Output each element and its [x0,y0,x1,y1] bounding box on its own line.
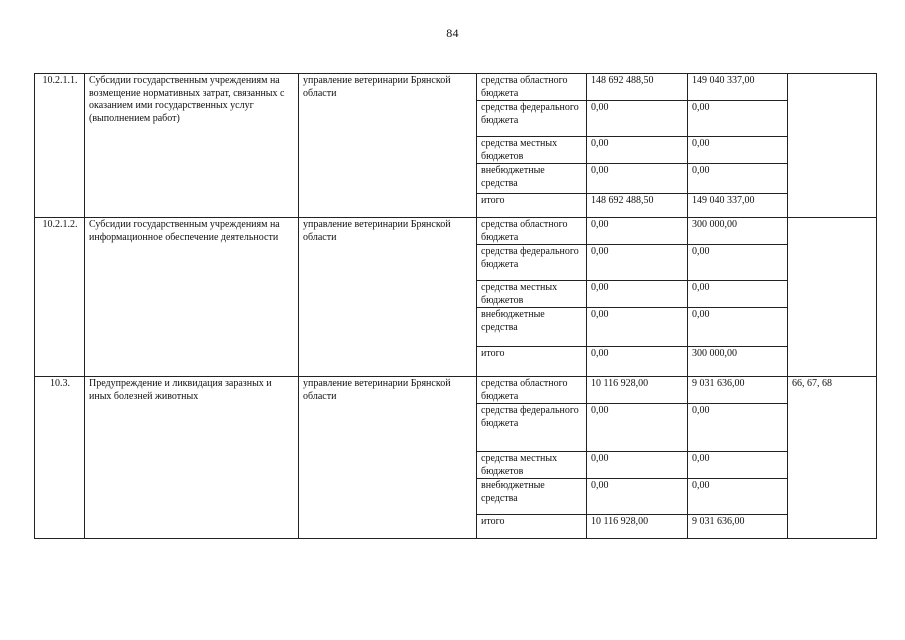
source-label: средства областного бюджета [477,74,587,101]
source-label: внебюджетные средства [477,308,587,347]
source-label: итого [477,194,587,218]
value-year-1: 148 692 488,50 [587,74,688,101]
value-year-1: 0,00 [587,245,688,281]
source-label: итого [477,515,587,539]
source-label: внебюджетные средства [477,164,587,194]
value-year-2: 0,00 [688,404,788,452]
source-label: итого [477,347,587,377]
source-label: внебюджетные средства [477,479,587,515]
value-year-2: 0,00 [688,164,788,194]
value-year-2: 0,00 [688,245,788,281]
source-label: средства федерального бюджета [477,404,587,452]
value-year-1: 0,00 [587,404,688,452]
budget-table [34,73,877,539]
value-year-1: 0,00 [587,308,688,347]
value-year-1: 148 692 488,50 [587,194,688,218]
table-row [35,74,877,101]
value-year-2: 300 000,00 [688,347,788,377]
value-year-1: 0,00 [587,452,688,479]
value-year-2: 0,00 [688,452,788,479]
value-year-1: 0,00 [587,479,688,515]
source-label: средства местных бюджетов [477,452,587,479]
value-year-2: 0,00 [688,137,788,164]
item-executor: управление ветеринарии Брянской области [299,74,477,218]
indicator-refs [788,74,877,218]
value-year-1: 10 116 928,00 [587,515,688,539]
value-year-2: 0,00 [688,308,788,347]
value-year-1: 0,00 [587,101,688,137]
source-label: средства федерального бюджета [477,101,587,137]
item-name: Субсидии государственным учреждениям на возмещение нормативных затрат, связанных с оказанием ими государственных услуг (выполнением работ) [85,74,299,218]
value-year-1: 10 116 928,00 [587,377,688,404]
table-row [35,218,877,245]
page-number: 84 [446,26,459,40]
value-year-2: 149 040 337,00 [688,194,788,218]
value-year-2: 9 031 636,00 [688,515,788,539]
item-executor: управление ветеринарии Брянской области [299,377,477,539]
source-label: средства местных бюджетов [477,137,587,164]
indicator-refs [788,218,877,377]
source-label: средства местных бюджетов [477,281,587,308]
value-year-1: 0,00 [587,281,688,308]
value-year-2: 0,00 [688,479,788,515]
item-number: 10.3. [35,377,85,539]
indicator-refs: 66, 67, 68 [788,377,877,539]
item-number: 10.2.1.2. [35,218,85,377]
table-row [35,377,877,404]
item-number: 10.2.1.1. [35,74,85,218]
value-year-1: 0,00 [587,164,688,194]
value-year-1: 0,00 [587,218,688,245]
value-year-2: 300 000,00 [688,218,788,245]
source-label: средства областного бюджета [477,218,587,245]
value-year-2: 0,00 [688,281,788,308]
item-name: Предупреждение и ликвидация заразных и иных болезней животных [85,377,299,539]
value-year-1: 0,00 [587,137,688,164]
value-year-2: 9 031 636,00 [688,377,788,404]
item-executor: управление ветеринарии Брянской области [299,218,477,377]
source-label: средства областного бюджета [477,377,587,404]
item-name: Субсидии государственным учреждениям на информационное обеспечение деятельности [85,218,299,377]
value-year-2: 149 040 337,00 [688,74,788,101]
value-year-2: 0,00 [688,101,788,137]
source-label: средства федерального бюджета [477,245,587,281]
value-year-1: 0,00 [587,347,688,377]
